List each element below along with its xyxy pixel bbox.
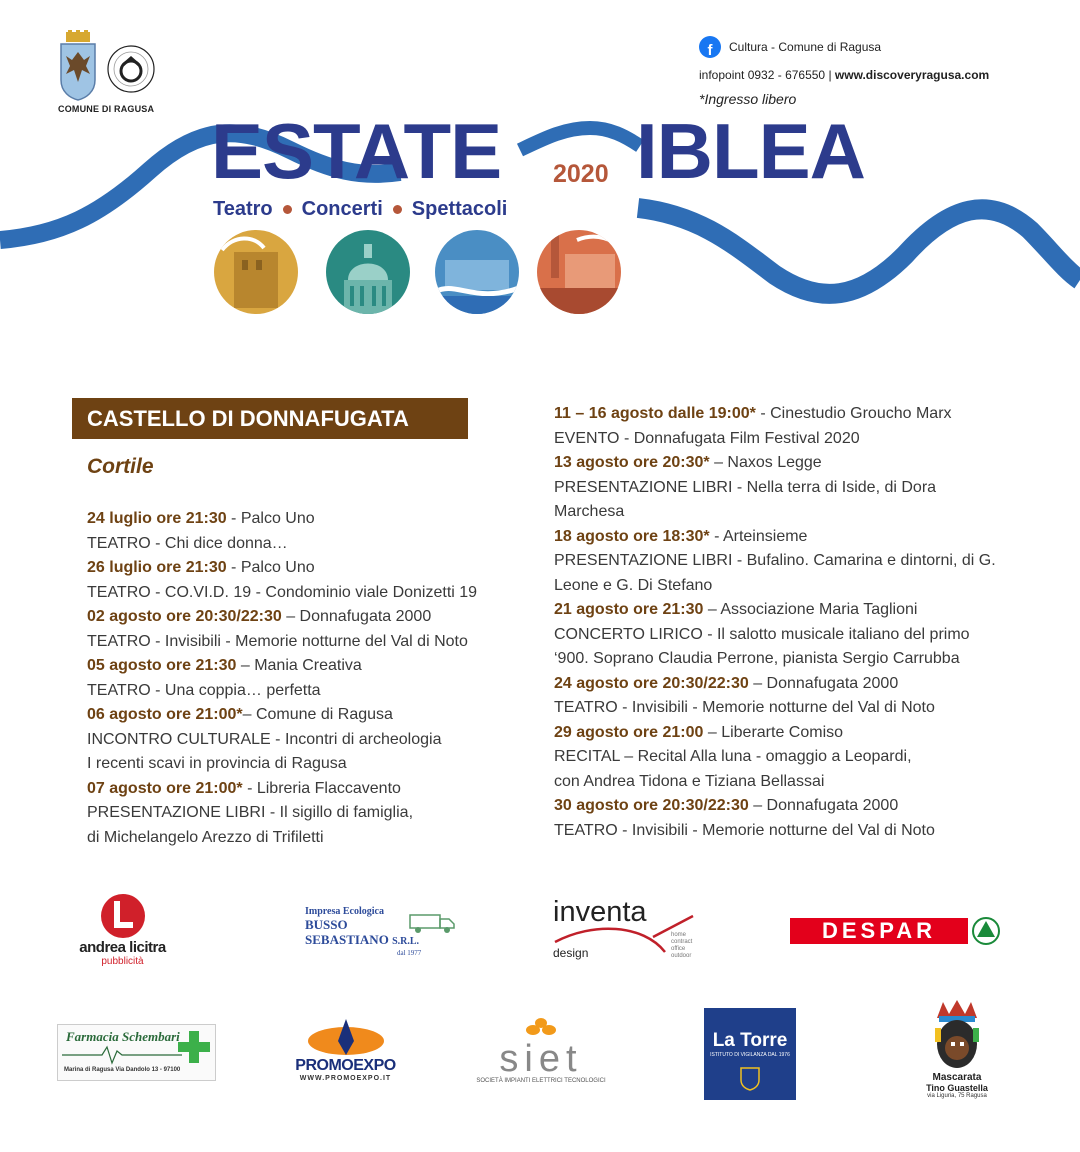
venue-subtitle: Cortile <box>87 455 154 478</box>
farmacia-name: Farmacia Schembari <box>66 1029 180 1044</box>
event-line: di Michelangelo Arezzo di Trifiletti <box>87 828 324 846</box>
comune-label: COMUNE DI RAGUSA <box>58 104 155 114</box>
event-organizer: – Associazione Maria Taglioni <box>703 601 918 618</box>
event-line: TEATRO - Invisibili - Memorie notturne del Val di Noto <box>87 632 468 650</box>
event-line: I recenti scavi in provincia di Ragusa <box>87 755 347 772</box>
title-year: 2020 <box>553 160 609 188</box>
mascarata-line3: via Liguria, 75 Ragusa <box>927 1093 987 1099</box>
inventa-name: inventa <box>553 896 647 928</box>
sponsor-la-torre <box>704 1008 796 1100</box>
event-line <box>87 777 527 802</box>
event-organizer: - Palco Uno <box>226 559 315 576</box>
inventa-tag: office <box>671 946 686 952</box>
sponsor-mascarata <box>913 998 1001 1108</box>
mascarata-line1: Mascarata <box>932 1072 982 1083</box>
event-organizer: – Donnafugata 2000 <box>281 608 432 625</box>
heartbeat-icon <box>62 1045 182 1065</box>
sponsor-promoexpo <box>288 1017 403 1092</box>
busso-line3-row <box>305 932 455 949</box>
inventa-tags <box>671 932 692 960</box>
event-line: Marchesa <box>554 503 625 520</box>
event-line: TEATRO - Una coppia… perfetta <box>87 681 321 699</box>
facebook-icon: f <box>699 36 721 58</box>
category-spettacoli: Spettacoli <box>411 198 508 220</box>
siet-flower-icon <box>521 1016 561 1040</box>
photo-dome-circle <box>326 230 410 314</box>
licitra-name: andrea licitra <box>79 939 166 956</box>
promoexpo-logo-icon <box>306 1017 386 1057</box>
busso-line1: Impresa Ecologica <box>305 906 384 917</box>
event-line: TEATRO - Chi dice donna… <box>87 534 288 552</box>
event-line: INCONTRO CULTURALE - Incontri di archeologia <box>87 730 442 748</box>
event-line <box>554 451 1044 476</box>
sponsor-siet <box>476 1016 606 1091</box>
event-line <box>554 402 1044 427</box>
mascarata-line2: Tino Guastella <box>926 1083 988 1093</box>
infopoint-phone: infopoint 0932 - 676550 | <box>699 68 832 82</box>
photo-building-circle <box>537 230 621 314</box>
event-date: 11 – 16 agosto dalle 19:00* <box>554 405 756 422</box>
inventa-tag: outdoor <box>671 953 692 959</box>
photo-castle-circle <box>214 230 298 314</box>
sponsor-farmacia <box>57 1024 216 1081</box>
subtitle-categories <box>213 198 507 221</box>
free-entry-note: *Ingresso libero <box>699 91 797 107</box>
event-line <box>554 525 1044 550</box>
event-line <box>554 598 1044 623</box>
event-line <box>87 703 527 728</box>
event-line: ‘900. Soprano Claudia Perrone, pianista Sergio Carrubba <box>554 650 960 667</box>
event-line <box>87 654 527 679</box>
event-organizer: - Arteinsieme <box>709 527 808 545</box>
event-line: EVENTO - Donnafugata Film Festival 2020 <box>554 429 860 447</box>
event-line: RECITAL – Recital Alla luna - omaggio a Leopardi, <box>554 748 912 765</box>
sponsor-inventa <box>553 898 698 964</box>
event-line <box>554 672 1044 697</box>
photo-square-circle <box>435 230 519 314</box>
event-date: 29 agosto ore 21:00 <box>554 723 704 741</box>
farmacia-address: Marina di Ragusa Via Dandolo 13 - 97100 <box>64 1067 181 1073</box>
separator-dot <box>393 205 402 214</box>
sponsor-despar <box>790 917 1004 945</box>
mask-icon <box>929 998 985 1072</box>
event-line <box>87 507 527 532</box>
category-teatro: Teatro <box>213 198 273 220</box>
latorre-name: La Torre <box>712 1030 788 1051</box>
category-concerti: Concerti <box>301 198 383 220</box>
event-line <box>554 721 1044 746</box>
events-column-left <box>87 507 527 850</box>
event-date: 24 agosto ore 20:30/22:30 <box>554 674 749 692</box>
event-date: 13 agosto ore 20:30* <box>554 454 710 471</box>
pharmacy-cross-icon <box>178 1031 210 1063</box>
title-estate: ESTATE <box>211 107 502 195</box>
event-line <box>87 556 527 581</box>
shield-icon <box>739 1066 761 1092</box>
events-column-right <box>554 402 1044 843</box>
promoexpo-url: WWW.PROMOEXPO.IT <box>299 1075 392 1082</box>
event-date: 02 agosto ore 20:30/22:30 <box>87 608 282 625</box>
event-date: 05 agosto ore 21:30 <box>87 657 237 674</box>
venue-title-bar: CASTELLO DI DONNAFUGATA <box>72 398 468 439</box>
promoexpo-name: PROMOEXPO <box>295 1057 396 1074</box>
unesco-heritage-icon <box>106 44 156 94</box>
event-date: 30 agosto ore 20:30/22:30 <box>554 797 749 814</box>
event-organizer: - Cinestudio Groucho Marx <box>755 405 952 422</box>
event-date: 21 agosto ore 21:30 <box>554 601 704 618</box>
event-line: TEATRO - Invisibili - Memorie notturne del Val di Noto <box>554 699 935 716</box>
facebook-page-name: Cultura - Comune di Ragusa <box>729 40 882 54</box>
event-line: PRESENTAZIONE LIBRI - Bufalino. Camarina e dintorni, di G. <box>554 552 996 569</box>
event-line: PRESENTAZIONE LIBRI - Il sigillo di famiglia, <box>87 804 414 821</box>
truck-icon <box>409 912 455 934</box>
infopoint-line <box>699 68 989 82</box>
busso-line4: S.R.L. <box>392 936 420 947</box>
event-organizer: - Libreria Flaccavento <box>242 779 401 797</box>
event-date: 07 agosto ore 21:00* <box>87 779 243 797</box>
title-iblea: IBLEA <box>636 107 865 195</box>
event-organizer: – Liberarte Comiso <box>703 723 844 741</box>
event-line: con Andrea Tidona e Tiziana Bellassai <box>554 772 825 790</box>
website-link[interactable]: www.discoveryragusa.com <box>834 68 990 82</box>
busso-line5: dal 1977 <box>397 949 422 957</box>
event-line: PRESENTAZIONE LIBRI - Nella terra di Iside, di Dora <box>554 478 937 496</box>
inventa-tag: home <box>671 932 687 938</box>
event-date: 26 luglio ore 21:30 <box>87 559 227 576</box>
event-date: 24 luglio ore 21:30 <box>87 510 227 527</box>
event-line: TEATRO - Invisibili - Memorie notturne del Val di Noto <box>554 821 935 839</box>
sponsor-andrea-licitra <box>70 893 175 973</box>
event-organizer: – Comune di Ragusa <box>242 706 393 723</box>
coat-of-arms-icon <box>58 30 98 102</box>
despar-name: DESPAR <box>790 918 968 944</box>
event-line: TEATRO - CO.VI.D. 19 - Condominio viale Donizetti 19 <box>87 583 478 601</box>
event-line <box>554 794 1044 819</box>
event-line: Leone e G. Di Stefano <box>554 576 713 594</box>
latorre-sub: ISTITUTO DI VIGILANZA DAL 1976 <box>710 1052 790 1058</box>
event-date: 06 agosto ore 21:00* <box>87 706 243 723</box>
event-organizer: – Donnafugata 2000 <box>748 797 899 814</box>
licitra-logo-icon <box>100 893 146 939</box>
busso-line2: BUSSO <box>305 917 348 932</box>
sponsor-busso <box>305 906 455 961</box>
inventa-sub: design <box>553 946 589 960</box>
fir-tree-icon <box>972 917 1000 945</box>
licitra-sub: pubblicità <box>101 956 144 967</box>
siet-sub: SOCIETÀ IMPIANTI ELETTRICI TECNOLOGICI <box>476 1078 606 1084</box>
inventa-tag: contract <box>671 939 693 945</box>
event-organizer: - Palco Uno <box>226 510 315 527</box>
event-organizer: – Mania Creativa <box>236 657 362 674</box>
event-line <box>87 605 527 630</box>
separator-dot <box>283 205 292 214</box>
busso-line3: SEBASTIANO <box>305 932 389 947</box>
event-organizer: – Donnafugata 2000 <box>748 674 899 692</box>
siet-name: siet <box>499 1038 583 1080</box>
event-date: 18 agosto ore 18:30* <box>554 527 710 545</box>
event-line: CONCERTO LIRICO - Il salotto musicale italiano del primo <box>554 625 970 643</box>
event-organizer: – Naxos Legge <box>709 454 822 471</box>
facebook-link[interactable] <box>699 36 881 58</box>
